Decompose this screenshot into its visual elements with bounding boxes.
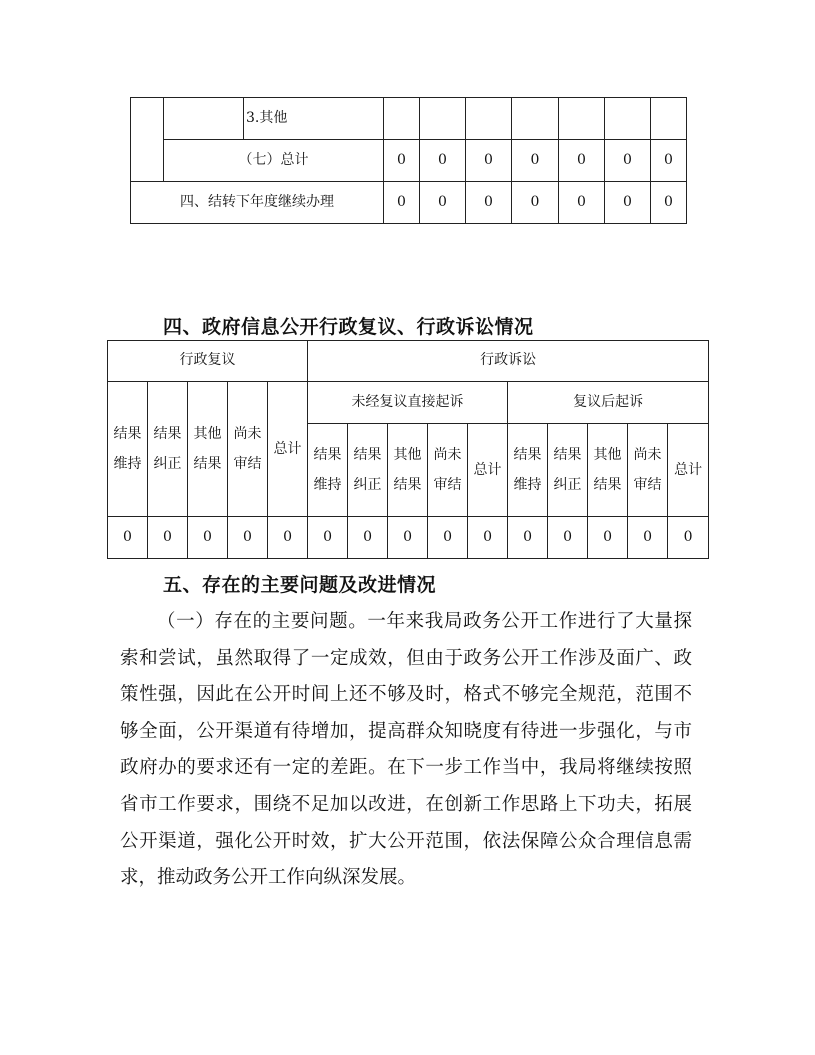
value-cell: 0 [668,517,709,559]
section5-paragraph: （一）存在的主要问题。一年来我局政务公开工作进行了大量探索和尝试，虽然取得了一定成效，但由于政务公开工作涉及面广、政策性强，因此在公开时间上还不够及时，格式不够完全规范，范围不够全面，公开渠道有待增加，提高群众知晓度有待进一步强化，与市政府办的要求还有一定的差距。在下一步工作当中，我局将继续按照省市工作要求，围绕不足加以改进，在创新工作思路上下功夫，拓展公开渠道，强化公开时效，扩大公开范围，依法保障公众合理信息需求，推动政务公开工作向纵深发展。 [120,611,692,889]
value-cell: 0 [268,517,308,559]
value-cell: 0 [228,517,268,559]
value-cell: 0 [388,517,428,559]
col-direct-upheld [308,424,348,517]
value-cell: 0 [466,182,512,224]
reconsideration-header: 行政复议 [108,341,308,382]
value-cell: 0 [188,517,228,559]
value-cell: 0 [420,182,466,224]
value-cell: 0 [428,517,468,559]
value-cell: 0 [466,140,512,182]
blank-cell [605,98,651,140]
cell-text: 结果 [313,447,342,463]
cell-text: 结果 [113,426,142,442]
blank-cell [164,98,244,140]
cell-text: 审结 [633,477,662,493]
value-cell: 0 [559,140,605,182]
blank-cell [559,98,605,140]
col-recon-corrected [148,382,188,517]
cell-text: 尚未 [433,447,462,463]
col-direct-total [468,424,508,517]
cell-text: 结果 [393,477,422,493]
value-cell: 0 [148,517,188,559]
col-post-pending [628,424,668,517]
col-direct-pending [428,424,468,517]
cell-text: 总计 [273,441,302,457]
cell-text: 尚未 [633,447,662,463]
cell-text: 总计 [674,462,703,478]
value-cell: 0 [512,182,559,224]
cell-text: 尚未 [233,426,262,442]
review-litigation-table [107,340,709,559]
cell-text: 维持 [313,477,342,493]
post-reconsideration-header: 复议后起诉 [508,382,709,424]
cell-text: 纠正 [553,477,582,493]
value-cell: 0 [468,517,508,559]
table-row [131,182,687,224]
cell-text: 结果 [513,447,542,463]
cell-text: 其他 [593,447,622,463]
col-direct-other [388,424,428,517]
blank-cell [420,98,466,140]
value-cell: 0 [420,140,466,182]
cell-text: 审结 [433,477,462,493]
value-cell: 0 [651,182,687,224]
row-other-label: 3.其他 [244,98,384,140]
col-recon-total [268,382,308,517]
col-post-corrected [548,424,588,517]
value-cell: 0 [628,517,668,559]
col-post-other [588,424,628,517]
table-row [131,140,687,182]
carryover-table [130,97,687,224]
value-cell: 0 [384,140,420,182]
section4-heading: 四、政府信息公开行政复议、行政诉讼情况 [163,316,534,338]
cell-text: 结果 [193,456,222,472]
blank-cell [466,98,512,140]
litigation-header: 行政诉讼 [308,341,709,382]
blank-cell [131,98,164,182]
col-recon-pending [228,382,268,517]
cell-text: 结果 [353,447,382,463]
col-recon-other [188,382,228,517]
table-row [108,517,709,559]
section5-heading: 五、存在的主要问题及改进情况 [163,574,437,596]
value-cell: 0 [108,517,148,559]
table-row [131,98,687,140]
cell-text: 审结 [233,456,262,472]
col-post-total [668,424,709,517]
cell-text: 维持 [113,456,142,472]
col-post-upheld [508,424,548,517]
cell-text: 其他 [393,447,422,463]
cell-text: 结果 [593,477,622,493]
row-carry-label: 四、结转下年度继续办理 [131,182,384,224]
value-cell: 0 [605,182,651,224]
table-row [108,382,709,424]
value-cell: 0 [605,140,651,182]
value-cell: 0 [512,140,559,182]
cell-text: 总计 [473,462,502,478]
blank-cell [384,98,420,140]
table-row [108,341,709,382]
blank-cell [651,98,687,140]
blank-cell [512,98,559,140]
cell-text: 结果 [553,447,582,463]
value-cell: 0 [508,517,548,559]
cell-text: 其他 [193,426,222,442]
cell-text: 维持 [513,477,542,493]
cell-text: 结果 [153,426,182,442]
value-cell: 0 [651,140,687,182]
value-cell: 0 [548,517,588,559]
row-total-label: （七）总计 [164,140,384,182]
value-cell: 0 [588,517,628,559]
value-cell: 0 [559,182,605,224]
cell-text: 纠正 [353,477,382,493]
value-cell: 0 [308,517,348,559]
col-recon-upheld [108,382,148,517]
value-cell: 0 [384,182,420,224]
value-cell: 0 [348,517,388,559]
direct-suit-header: 未经复议直接起诉 [308,382,508,424]
cell-text: 纠正 [153,456,182,472]
col-direct-corrected [348,424,388,517]
